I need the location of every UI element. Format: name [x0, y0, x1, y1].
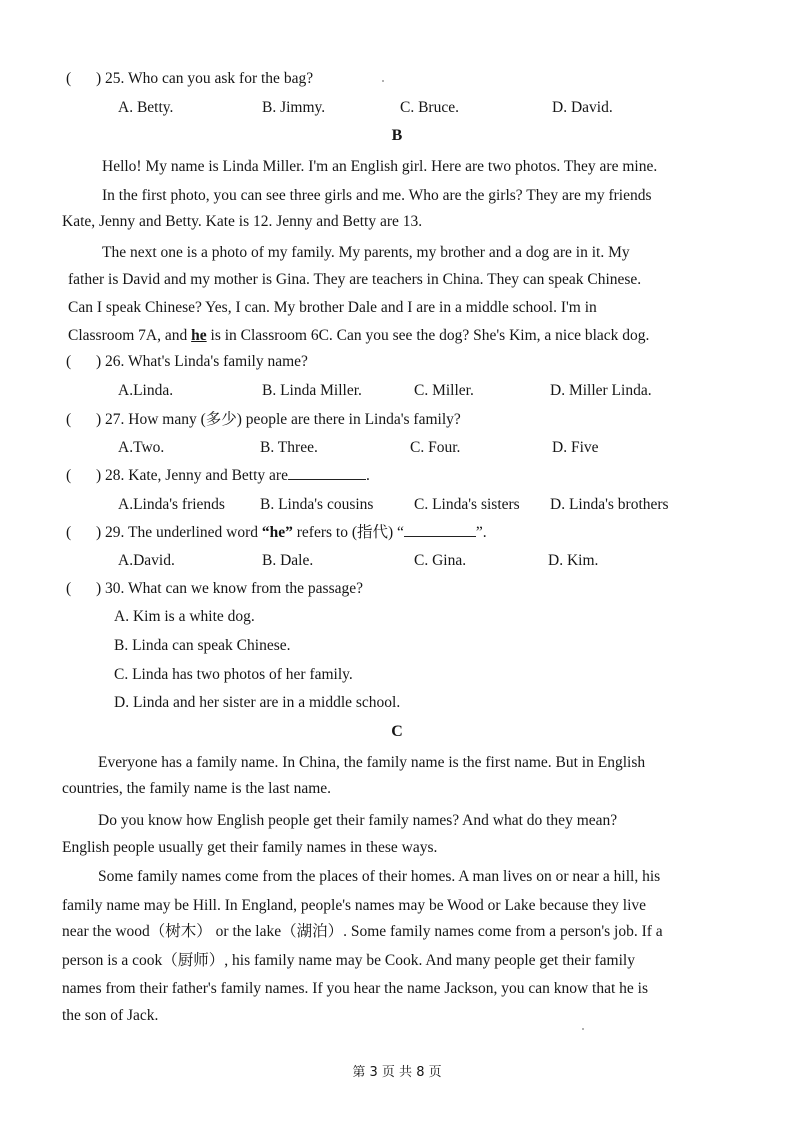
question-28 — [66, 465, 370, 486]
section-heading-c: C — [391, 723, 403, 740]
quoted-word: “he” — [261, 524, 293, 541]
option-d: D. Kim. — [548, 552, 599, 569]
option-a: A. Betty. — [118, 99, 174, 116]
option-c: C. Miller. — [414, 382, 474, 399]
option-a: A. Kim is a white dog. — [114, 608, 255, 625]
underlined-word: he — [191, 327, 207, 344]
question-25 — [66, 69, 313, 89]
passage-b-line: In the first photo, you can see three girls and me. Who are the girls? They are my friends — [102, 187, 652, 204]
scan-speck — [582, 1028, 584, 1030]
question-29 — [66, 522, 487, 543]
question-text: ) 27. How many (多少) people are there in Linda's family? — [96, 411, 461, 428]
page-footer: 第 3 页 共 8 页 — [352, 1065, 442, 1080]
options-27 — [0, 438, 794, 458]
question-text-end: . — [365, 467, 370, 484]
passage-c-line: Some family names come from the places of their homes. A man lives on or near a hill, his — [98, 868, 661, 885]
option-d: D. Linda's brothers — [550, 496, 669, 513]
answer-paren: ( — [66, 70, 72, 87]
options-25 — [0, 98, 794, 118]
option-b: B. Linda Miller. — [262, 382, 362, 399]
passage-c-line: family name may be Hill. In England, people's names may be Wood or Lake because they live — [62, 897, 647, 914]
option-c: C. Gina. — [414, 552, 467, 569]
options-28 — [0, 495, 794, 515]
option-b: B. Jimmy. — [262, 99, 326, 116]
answer-paren: ( — [66, 467, 72, 484]
answer-paren: ( — [66, 524, 72, 541]
question-text-end: ”. — [475, 524, 487, 541]
question-text: ) 28. Kate, Jenny and Betty are — [96, 467, 288, 484]
answer-paren: ( — [66, 353, 72, 370]
option-b: B. Linda can speak Chinese. — [114, 637, 291, 654]
passage-b-line: father is David and my mother is Gina. They are teachers in China. They can speak Chinese. — [68, 271, 642, 288]
passage-c-line: names from their father's family names. If you hear the name Jackson, you can know that he is — [62, 980, 649, 997]
option-c: C. Linda has two photos of her family. — [114, 666, 353, 683]
answer-paren: ( — [66, 411, 72, 428]
scan-speck — [382, 80, 384, 82]
question-30 — [66, 579, 363, 599]
option-b: B. Dale. — [262, 552, 314, 569]
passage-b-line: The next one is a photo of my family. My parents, my brother and a dog are in it. My — [102, 244, 630, 261]
passage-c-line: near the wood（树木） or the lake（湖泊）. Some family names come from a person's job. If a — [62, 923, 663, 940]
passage-b-line: Can I speak Chinese? Yes, I can. My brother Dale and I are in a middle school. I'm in — [68, 299, 597, 316]
option-c: C. Bruce. — [400, 99, 459, 116]
passage-b-line: Hello! My name is Linda Miller. I'm an English girl. Here are two photos. They are mine. — [102, 158, 658, 175]
line-text: Classroom 7A, and — [68, 327, 192, 344]
answer-blank[interactable] — [404, 522, 476, 537]
option-a: A.Linda's friends — [118, 496, 225, 513]
question-text: refers to (指代) “ — [292, 524, 404, 541]
option-a: A.David. — [118, 552, 175, 569]
option-c: C. Four. — [410, 439, 461, 456]
question-text: ) 30. What can we know from the passage? — [96, 580, 363, 597]
line-text: is in Classroom 6C. Can you see the dog? She's Kim, a nice black dog. — [206, 327, 650, 344]
section-heading-b: B — [391, 127, 403, 144]
option-d: D. Five — [552, 439, 599, 456]
passage-c-line: Everyone has a family name. In China, the family name is the first name. But in English — [98, 754, 646, 771]
passage-c-line: the son of Jack. — [62, 1007, 159, 1024]
option-a: A.Two. — [118, 439, 165, 456]
passage-c-line: English people usually get their family names in these ways. — [62, 839, 438, 856]
option-d: D. Miller Linda. — [550, 382, 652, 399]
option-b: B. Three. — [260, 439, 318, 456]
passage-b-line: Kate, Jenny and Betty. Kate is 12. Jenny and Betty are 13. — [62, 213, 423, 230]
question-text: ) 29. The underlined word — [96, 524, 262, 541]
passage-c-line: countries, the family name is the last name. — [62, 780, 332, 797]
option-c: C. Linda's sisters — [414, 496, 520, 513]
question-26 — [66, 352, 308, 372]
question-27 — [66, 410, 461, 430]
question-text: ) 26. What's Linda's family name? — [96, 353, 308, 370]
options-26 — [0, 381, 794, 401]
question-text: ) 25. Who can you ask for the bag? — [96, 70, 314, 87]
option-d: D. Linda and her sister are in a middle school. — [114, 694, 401, 711]
option-a: A.Linda. — [118, 382, 174, 399]
passage-c-line: Do you know how English people get their family names? And what do they mean? — [98, 812, 618, 829]
answer-paren: ( — [66, 580, 72, 597]
passage-c-line: person is a cook（厨师）, his family name may be Cook. And many people get their family — [62, 952, 635, 969]
passage-b-line — [68, 326, 649, 346]
options-29 — [0, 551, 794, 571]
answer-blank[interactable] — [288, 465, 366, 480]
option-d: D. David. — [552, 99, 613, 116]
option-b: B. Linda's cousins — [260, 496, 374, 513]
